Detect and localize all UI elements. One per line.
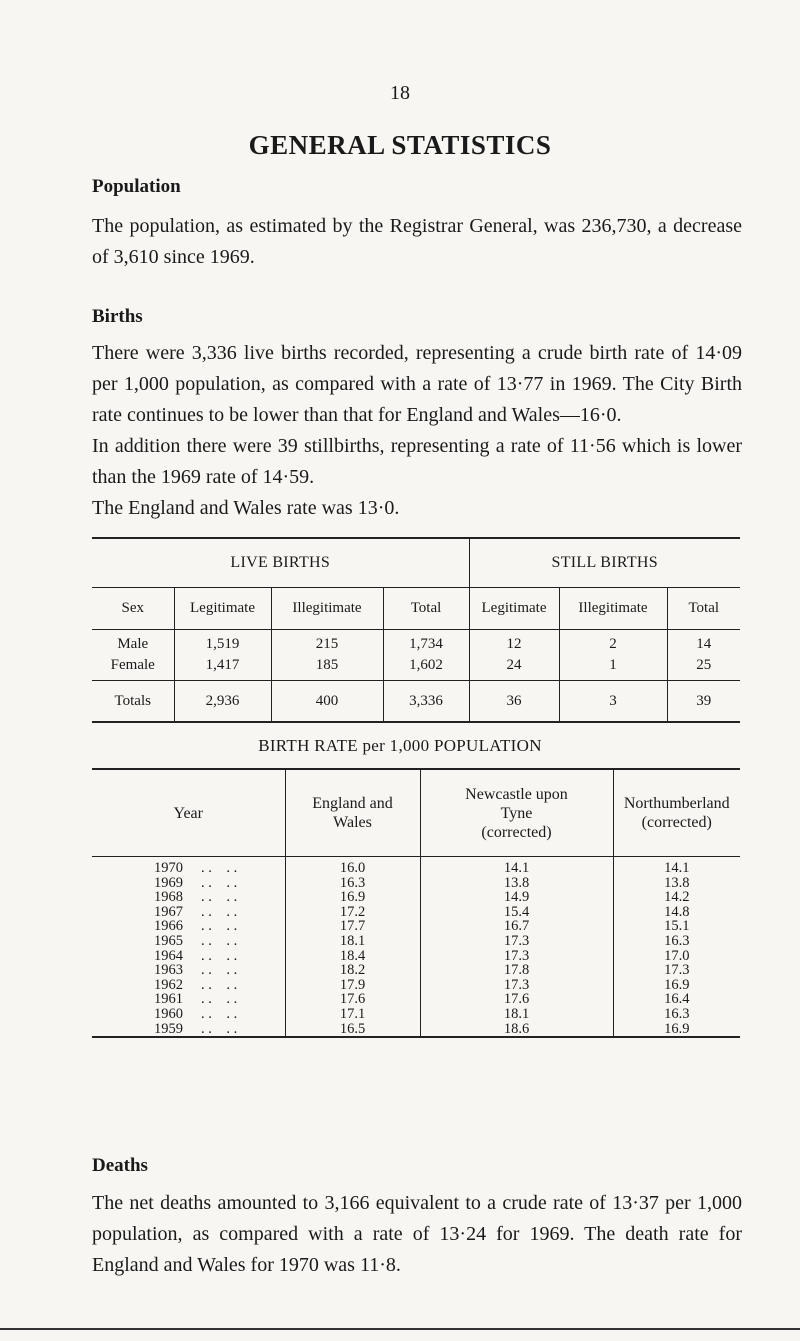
- births-table-header-row: [92, 588, 740, 630]
- births-text: [92, 338, 742, 524]
- live-illegitimate-cell: 215 185: [271, 630, 383, 681]
- live-total-cell: 1,734 1,602: [383, 630, 469, 681]
- population-paragraph: The population, as estimated by the Registrar General, was 236,730, a decrease of 3,610 since 1969.: [92, 215, 742, 268]
- northumberland-cell: 14.8: [664, 903, 690, 920]
- year-value: 1963: [154, 962, 183, 979]
- totals-cell: 3: [559, 681, 667, 723]
- bottom-rule: [0, 1328, 800, 1330]
- totals-label: Totals: [92, 681, 174, 723]
- year-cell: [92, 978, 285, 993]
- year-cell: [92, 890, 285, 905]
- leader-dots: . . . .: [201, 976, 238, 993]
- year-value: 1962: [154, 976, 183, 993]
- deaths-heading: Deaths: [92, 1155, 148, 1176]
- england-wales-cell: 17.1: [285, 1007, 420, 1022]
- northumberland-cell: 16.3: [664, 1005, 690, 1022]
- england-wales-cell: 17.2: [285, 905, 420, 920]
- population-text: [92, 211, 742, 273]
- year-value: 1966: [154, 918, 183, 935]
- leader-dots: . . . .: [201, 903, 238, 920]
- still-total-cell: 14 25: [696, 636, 712, 673]
- column-header: Legitimate: [174, 588, 271, 630]
- year-value: 1959: [154, 1020, 183, 1037]
- birth-rate-row: [92, 963, 740, 978]
- birth-rate-row: [92, 890, 740, 905]
- deaths-paragraph: The net deaths amounted to 3,166 equivalent to a crude rate of 13·37 per 1,000 population, as compared with a rate of 13·24 for 1969. The death rate for England and Wales for 1970 was 11·8.: [92, 1192, 742, 1276]
- northumberland-cell: 16.9: [664, 1020, 690, 1037]
- page-number: 18: [390, 82, 410, 104]
- birth-rate-row: [92, 1022, 740, 1038]
- birth-rate-row: [92, 934, 740, 949]
- northumberland-cell: 15.1: [664, 918, 690, 935]
- totals-cell: 39: [667, 681, 740, 723]
- birth-rate-row: [92, 992, 740, 1007]
- birth-rate-row: [92, 905, 740, 920]
- northumberland-cell: 16.9: [664, 976, 690, 993]
- northumberland-cell: 17.3: [664, 962, 690, 979]
- year-cell: [92, 949, 285, 964]
- england-wales-header: England and Wales: [285, 769, 420, 857]
- northumberland-cell: 16.4: [664, 991, 690, 1008]
- northumberland-header: Northumberland (corrected): [613, 769, 740, 857]
- population-heading: Population: [92, 176, 181, 197]
- newcastle-cell: 18.6: [420, 1022, 613, 1038]
- northumberland-cell: 14.1: [664, 860, 690, 876]
- newcastle-cell: 15.4: [420, 905, 613, 920]
- birth-rate-row: [92, 857, 740, 876]
- totals-cell: 3,336: [383, 681, 469, 723]
- leader-dots: . . . .: [201, 889, 238, 906]
- births-paragraph-2: In addition there were 39 stillbirths, representing a rate of 11·56 which is lower than the 1969 rate of 14·59.: [92, 435, 742, 488]
- england-wales-cell: 16.9: [285, 890, 420, 905]
- northumberland-cell: 14.2: [664, 889, 690, 906]
- birth-rate-row: [92, 876, 740, 891]
- leader-dots: . . . .: [201, 947, 238, 964]
- birth-rate-body: [92, 857, 740, 1038]
- newcastle-cell: 17.3: [420, 934, 613, 949]
- births-table-data-row: [92, 630, 740, 681]
- newcastle-cell: 14.9: [420, 890, 613, 905]
- year-cell: [92, 857, 285, 876]
- births-table-group-row: [92, 538, 740, 588]
- birth-rate-row: [92, 919, 740, 934]
- newcastle-cell: 14.1: [420, 857, 613, 876]
- live-legitimate-cell: 1,519 1,417: [174, 630, 271, 681]
- deaths-text: [92, 1188, 742, 1281]
- still-illegitimate-cell: 2 1: [559, 630, 667, 681]
- northumberland-cell: 16.3: [664, 932, 690, 949]
- england-wales-cell: 18.2: [285, 963, 420, 978]
- year-header: Year: [92, 769, 285, 857]
- column-header: Total: [667, 588, 740, 630]
- england-wales-cell: 17.6: [285, 992, 420, 1007]
- birth-rate-table-title: BIRTH RATE per 1,000 POPULATION: [258, 736, 542, 755]
- england-wales-cell: 18.1: [285, 934, 420, 949]
- births-paragraph-1: There were 3,336 live births recorded, representing a crude birth rate of 14·09 per 1,000 population, as compared with a rate of 13·77 in 1969. The City Birth rate continues to be lower than that for England and Wales—16·0.: [92, 342, 742, 426]
- newcastle-cell: 17.8: [420, 963, 613, 978]
- birth-rate-row: [92, 949, 740, 964]
- totals-cell: 2,936: [174, 681, 271, 723]
- england-wales-cell: 16.5: [285, 1022, 420, 1038]
- newcastle-cell: 17.6: [420, 992, 613, 1007]
- year-value: 1964: [154, 947, 183, 964]
- year-cell: [92, 876, 285, 891]
- birth-rate-row: [92, 978, 740, 993]
- year-value: 1961: [154, 991, 183, 1008]
- column-header: Illegitimate: [271, 588, 383, 630]
- newcastle-cell: 17.3: [420, 978, 613, 993]
- england-wales-cell: 16.3: [285, 876, 420, 891]
- northumberland-cell: 17.0: [664, 947, 690, 964]
- still-births-group-header: STILL BIRTHS: [551, 554, 658, 571]
- year-value: 1967: [154, 903, 183, 920]
- year-cell: [92, 1022, 285, 1038]
- year-value: 1965: [154, 932, 183, 949]
- birth-rate-row: [92, 1007, 740, 1022]
- leader-dots: . . . .: [201, 918, 238, 935]
- newcastle-cell: 13.8: [420, 876, 613, 891]
- column-header: Illegitimate: [559, 588, 667, 630]
- year-value: 1970: [154, 860, 183, 876]
- births-heading: Births: [92, 306, 143, 327]
- leader-dots: . . . .: [201, 962, 238, 979]
- northumberland-cell: 13.8: [664, 874, 690, 891]
- birth-rate-header-row: [92, 769, 740, 857]
- year-cell: [92, 963, 285, 978]
- page-title: GENERAL STATISTICS: [248, 130, 552, 160]
- england-wales-cell: 17.7: [285, 919, 420, 934]
- year-cell: [92, 992, 285, 1007]
- leader-dots: . . . .: [201, 1005, 238, 1022]
- year-cell: [92, 919, 285, 934]
- leader-dots: . . . .: [201, 860, 238, 876]
- totals-cell: 400: [271, 681, 383, 723]
- column-header: Legitimate: [469, 588, 559, 630]
- newcastle-header: Newcastle upon Tyne (corrected): [420, 769, 613, 857]
- year-value: 1960: [154, 1005, 183, 1022]
- newcastle-cell: 18.1: [420, 1007, 613, 1022]
- newcastle-cell: 16.7: [420, 919, 613, 934]
- leader-dots: . . . .: [201, 874, 238, 891]
- england-wales-cell: 16.0: [285, 857, 420, 876]
- year-cell: [92, 905, 285, 920]
- still-legitimate-cell: 12 24: [469, 630, 559, 681]
- births-table: [92, 537, 740, 723]
- live-births-group-header: LIVE BIRTHS: [92, 538, 469, 588]
- births-table-totals-row: [92, 681, 740, 723]
- column-header: Sex: [92, 588, 174, 630]
- sex-cell: Male Female: [92, 630, 174, 681]
- newcastle-cell: 17.3: [420, 949, 613, 964]
- leader-dots: . . . .: [201, 1020, 238, 1037]
- year-cell: [92, 934, 285, 949]
- leader-dots: . . . .: [201, 932, 238, 949]
- year-value: 1968: [154, 889, 183, 906]
- england-wales-cell: 18.4: [285, 949, 420, 964]
- births-paragraph-3: The England and Wales rate was 13·0.: [92, 497, 400, 519]
- england-wales-cell: 17.9: [285, 978, 420, 993]
- totals-cell: 36: [469, 681, 559, 723]
- year-cell: [92, 1007, 285, 1022]
- leader-dots: . . . .: [201, 991, 238, 1008]
- column-header: Total: [383, 588, 469, 630]
- year-value: 1969: [154, 874, 183, 891]
- birth-rate-table: [92, 768, 740, 1038]
